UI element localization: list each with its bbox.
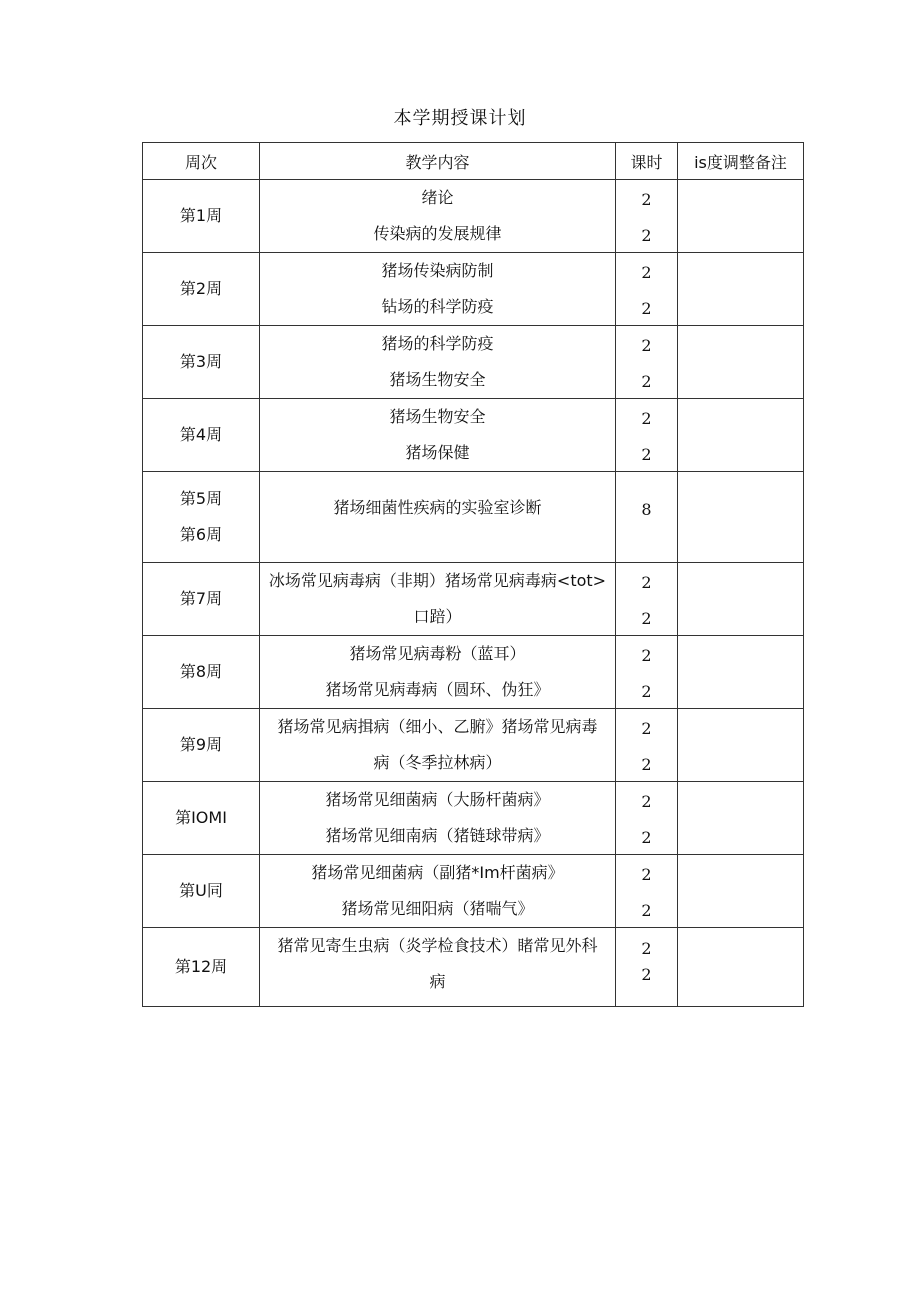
- hours-value: 2: [641, 901, 652, 920]
- content-line: 猪场的科学防疫: [381, 334, 494, 353]
- hours-value: 8: [641, 500, 652, 519]
- hours-value: 2: [641, 682, 652, 701]
- week-cell: [143, 782, 260, 855]
- hours-value: 2: [641, 445, 652, 464]
- content-cell: [260, 180, 616, 253]
- hours-cell: [616, 563, 678, 636]
- week-label: 第12周: [174, 957, 228, 976]
- hours-value: 2: [641, 263, 652, 282]
- hours-value: 2: [641, 226, 652, 245]
- hours-value: 2: [641, 719, 652, 738]
- hours-value: 2: [641, 336, 652, 355]
- content-line: 口踣）: [413, 607, 462, 626]
- note-cell: [678, 563, 804, 636]
- content-line: 猪场生物安全: [389, 370, 486, 389]
- table-row: [143, 253, 804, 326]
- week-cell: [143, 472, 260, 563]
- content-line: 病（冬季拉林病）: [373, 753, 502, 772]
- note-cell: [678, 180, 804, 253]
- hours-value: 2: [641, 409, 652, 428]
- content-line: 猪场常见细菌病（副猪*Im杆菌病》: [311, 863, 564, 882]
- hours-value: 2: [641, 573, 652, 592]
- content-line: 猪场常见细阳病（猪喘气》: [341, 899, 534, 918]
- content-line: 猪场常见病揖病（细小、乙腑》猪场常见病毒: [277, 717, 598, 736]
- table-row: [143, 326, 804, 399]
- week-label: 第9周: [179, 735, 223, 754]
- content-cell: [260, 563, 616, 636]
- content-cell: [260, 636, 616, 709]
- hours-cell: [616, 399, 678, 472]
- week-label: 第4周: [179, 425, 223, 444]
- week-cell: [143, 399, 260, 472]
- hours-value: 2: [641, 965, 652, 984]
- hours-cell: [616, 253, 678, 326]
- week-cell: [143, 180, 260, 253]
- hours-value: 2: [641, 646, 652, 665]
- table-row: [143, 472, 804, 563]
- header-content: 教学内容: [260, 143, 616, 180]
- table-body: [143, 180, 804, 1007]
- table-row: [143, 180, 804, 253]
- hours-value: 2: [641, 299, 652, 318]
- note-cell: [678, 326, 804, 399]
- week-cell: [143, 855, 260, 928]
- hours-value: 2: [641, 828, 652, 847]
- content-line: 猪常见寄生虫病（炎学检食技术）睹常见外科: [277, 936, 598, 955]
- content-cell: [260, 782, 616, 855]
- week-label: 第IOMI: [175, 808, 227, 827]
- note-cell: [678, 253, 804, 326]
- hours-cell: [616, 472, 678, 563]
- note-cell: [678, 709, 804, 782]
- table-row: [143, 399, 804, 472]
- note-cell: [678, 472, 804, 563]
- header-note: is度调整备注: [678, 143, 804, 180]
- hours-value: 2: [641, 190, 652, 209]
- week-label: 第6周: [179, 525, 223, 544]
- week-cell: [143, 636, 260, 709]
- hours-value: 2: [641, 372, 652, 391]
- content-cell: [260, 326, 616, 399]
- note-cell: [678, 855, 804, 928]
- hours-cell: [616, 709, 678, 782]
- week-label: 第2周: [179, 279, 223, 298]
- content-line: 猪场保健: [405, 443, 470, 462]
- hours-value: 2: [641, 755, 652, 774]
- content-cell: [260, 253, 616, 326]
- week-label: 第3周: [179, 352, 223, 371]
- content-line: 猪场常见病毒病（圆环、伪狂》: [325, 680, 550, 699]
- table-row: [143, 855, 804, 928]
- week-cell: [143, 928, 260, 1007]
- header-hours: 课时: [616, 143, 678, 180]
- content-cell: [260, 855, 616, 928]
- week-label: 第8周: [179, 662, 223, 681]
- hours-cell: [616, 636, 678, 709]
- week-cell: [143, 253, 260, 326]
- header-week: 周次: [143, 143, 260, 180]
- content-cell: [260, 928, 616, 1007]
- table-row: [143, 782, 804, 855]
- hours-cell: [616, 180, 678, 253]
- week-label: 第5周: [179, 489, 223, 508]
- content-line: 猪场传染病防制: [381, 261, 494, 280]
- hours-value: 2: [641, 609, 652, 628]
- note-cell: [678, 928, 804, 1007]
- hours-value: 2: [641, 939, 652, 958]
- table-row: [143, 563, 804, 636]
- content-line: 传染病的发展规律: [373, 224, 502, 243]
- week-label: 第7周: [179, 589, 223, 608]
- hours-cell: [616, 855, 678, 928]
- table-header-row: [143, 143, 804, 180]
- content-line: 猪场常见病毒粉（蓝耳）: [349, 644, 526, 663]
- content-line: 钻场的科学防疫: [381, 297, 494, 316]
- week-label: 第1周: [179, 206, 223, 225]
- week-cell: [143, 563, 260, 636]
- page-title: 本学期授课计划: [393, 108, 527, 129]
- content-cell: [260, 472, 616, 563]
- content-line: 猪场细菌性疾病的实验室诊断: [333, 498, 542, 517]
- week-cell: [143, 709, 260, 782]
- hours-value: 2: [641, 865, 652, 884]
- note-cell: [678, 399, 804, 472]
- hours-cell: [616, 326, 678, 399]
- content-line: 猪场常见细南病（猪链球带病》: [325, 826, 550, 845]
- teaching-plan-table: [142, 142, 804, 1007]
- content-line: 绪论: [421, 188, 454, 207]
- hours-value: 2: [641, 792, 652, 811]
- note-cell: [678, 782, 804, 855]
- hours-cell: [616, 782, 678, 855]
- week-label: 第U同: [179, 881, 223, 900]
- content-line: 猪场常见细菌病（大肠杆菌病》: [325, 790, 550, 809]
- table-row: [143, 928, 804, 1007]
- content-line: 病: [429, 972, 446, 991]
- week-cell: [143, 326, 260, 399]
- table-row: [143, 636, 804, 709]
- content-cell: [260, 709, 616, 782]
- content-cell: [260, 399, 616, 472]
- note-cell: [678, 636, 804, 709]
- content-line: 猪场生物安全: [389, 407, 486, 426]
- hours-cell: [616, 928, 678, 1007]
- table-row: [143, 709, 804, 782]
- content-line: 冰场常见病毒病（非期）猪场常见病毒病<tot>: [268, 571, 607, 590]
